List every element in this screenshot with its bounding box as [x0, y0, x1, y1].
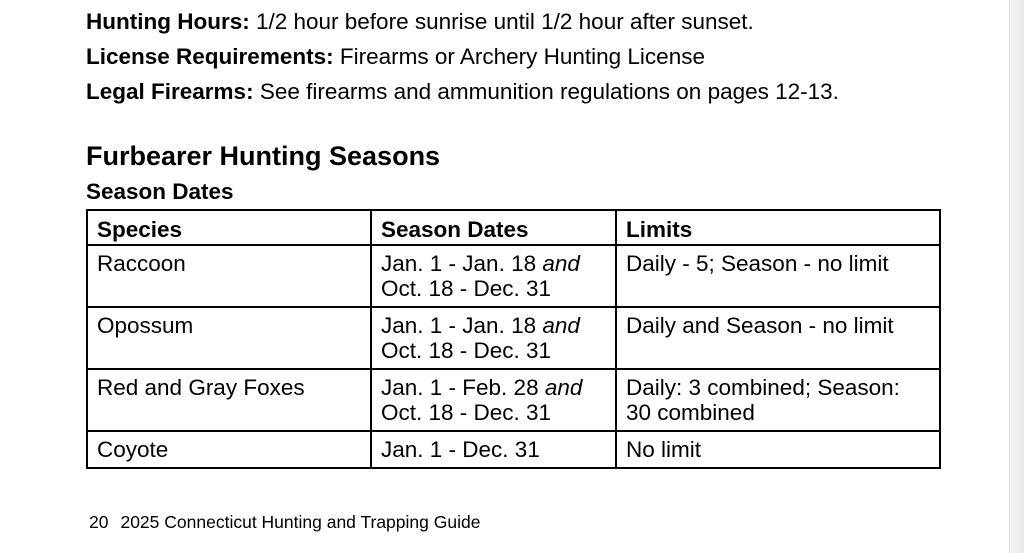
- dates-line-1: Jan. 1 - Jan. 18 and: [381, 313, 580, 338]
- season-dates-cell: Jan. 1 - Dec. 31: [371, 431, 616, 468]
- species-cell: Coyote: [87, 431, 371, 468]
- hunting-hours-line: [86, 9, 754, 35]
- legal-firearms-line: [86, 79, 839, 105]
- limits-line-1: Daily: 3 combined; Season:: [626, 375, 900, 400]
- dates-line-1: Jan. 1 - Feb. 28 and: [381, 375, 583, 400]
- dates-line-1: Jan. 1 - Jan. 18 and: [381, 251, 580, 276]
- page-number: 20: [89, 512, 109, 532]
- season-dates-cell: [371, 307, 616, 369]
- subsection-title: Season Dates: [86, 179, 234, 204]
- limits-cell: No limit: [616, 431, 940, 468]
- species-cell: Opossum: [87, 307, 371, 369]
- table-header-row: [87, 210, 940, 245]
- table-row: [87, 307, 940, 369]
- species-cell: Raccoon: [87, 245, 371, 307]
- dates-line-2: Oct. 18 - Dec. 31: [381, 400, 552, 425]
- license-requirements-label: License Requirements:: [86, 44, 334, 69]
- header-species: Species: [87, 210, 371, 245]
- limits-cell: Daily and Season - no limit: [616, 307, 940, 369]
- table-row: [87, 245, 940, 307]
- table-row: [87, 369, 940, 431]
- species-cell: Red and Gray Foxes: [87, 369, 371, 431]
- dates-line-2: Oct. 18 - Dec. 31: [381, 276, 552, 301]
- section-title: Furbearer Hunting Seasons: [86, 141, 441, 171]
- season-dates-table: [86, 209, 941, 469]
- limits-cell: Daily - 5; Season - no limit: [616, 245, 940, 307]
- license-requirements-line: [86, 44, 705, 70]
- table-row: [87, 431, 940, 468]
- header-season-dates: Season Dates: [371, 210, 616, 245]
- page-edge: [1009, 0, 1024, 553]
- dates-line-2: Oct. 18 - Dec. 31: [381, 338, 552, 363]
- license-requirements-value: Firearms or Archery Hunting License: [333, 44, 705, 69]
- guide-title: 2025 Connecticut Hunting and Trapping Guide: [120, 512, 481, 532]
- page-footer: [89, 512, 480, 532]
- hunting-hours-value: 1/2 hour before sunrise until 1/2 hour after sunset.: [249, 9, 754, 34]
- header-limits: Limits: [616, 210, 940, 245]
- legal-firearms-label: Legal Firearms:: [86, 79, 254, 104]
- season-dates-cell: [371, 369, 616, 431]
- season-dates-cell: [371, 245, 616, 307]
- hunting-hours-label: Hunting Hours:: [86, 9, 250, 34]
- limits-cell: [616, 369, 940, 431]
- limits-line-2: 30 combined: [626, 400, 755, 425]
- legal-firearms-value: See firearms and ammunition regulations on pages 12-13.: [253, 79, 839, 104]
